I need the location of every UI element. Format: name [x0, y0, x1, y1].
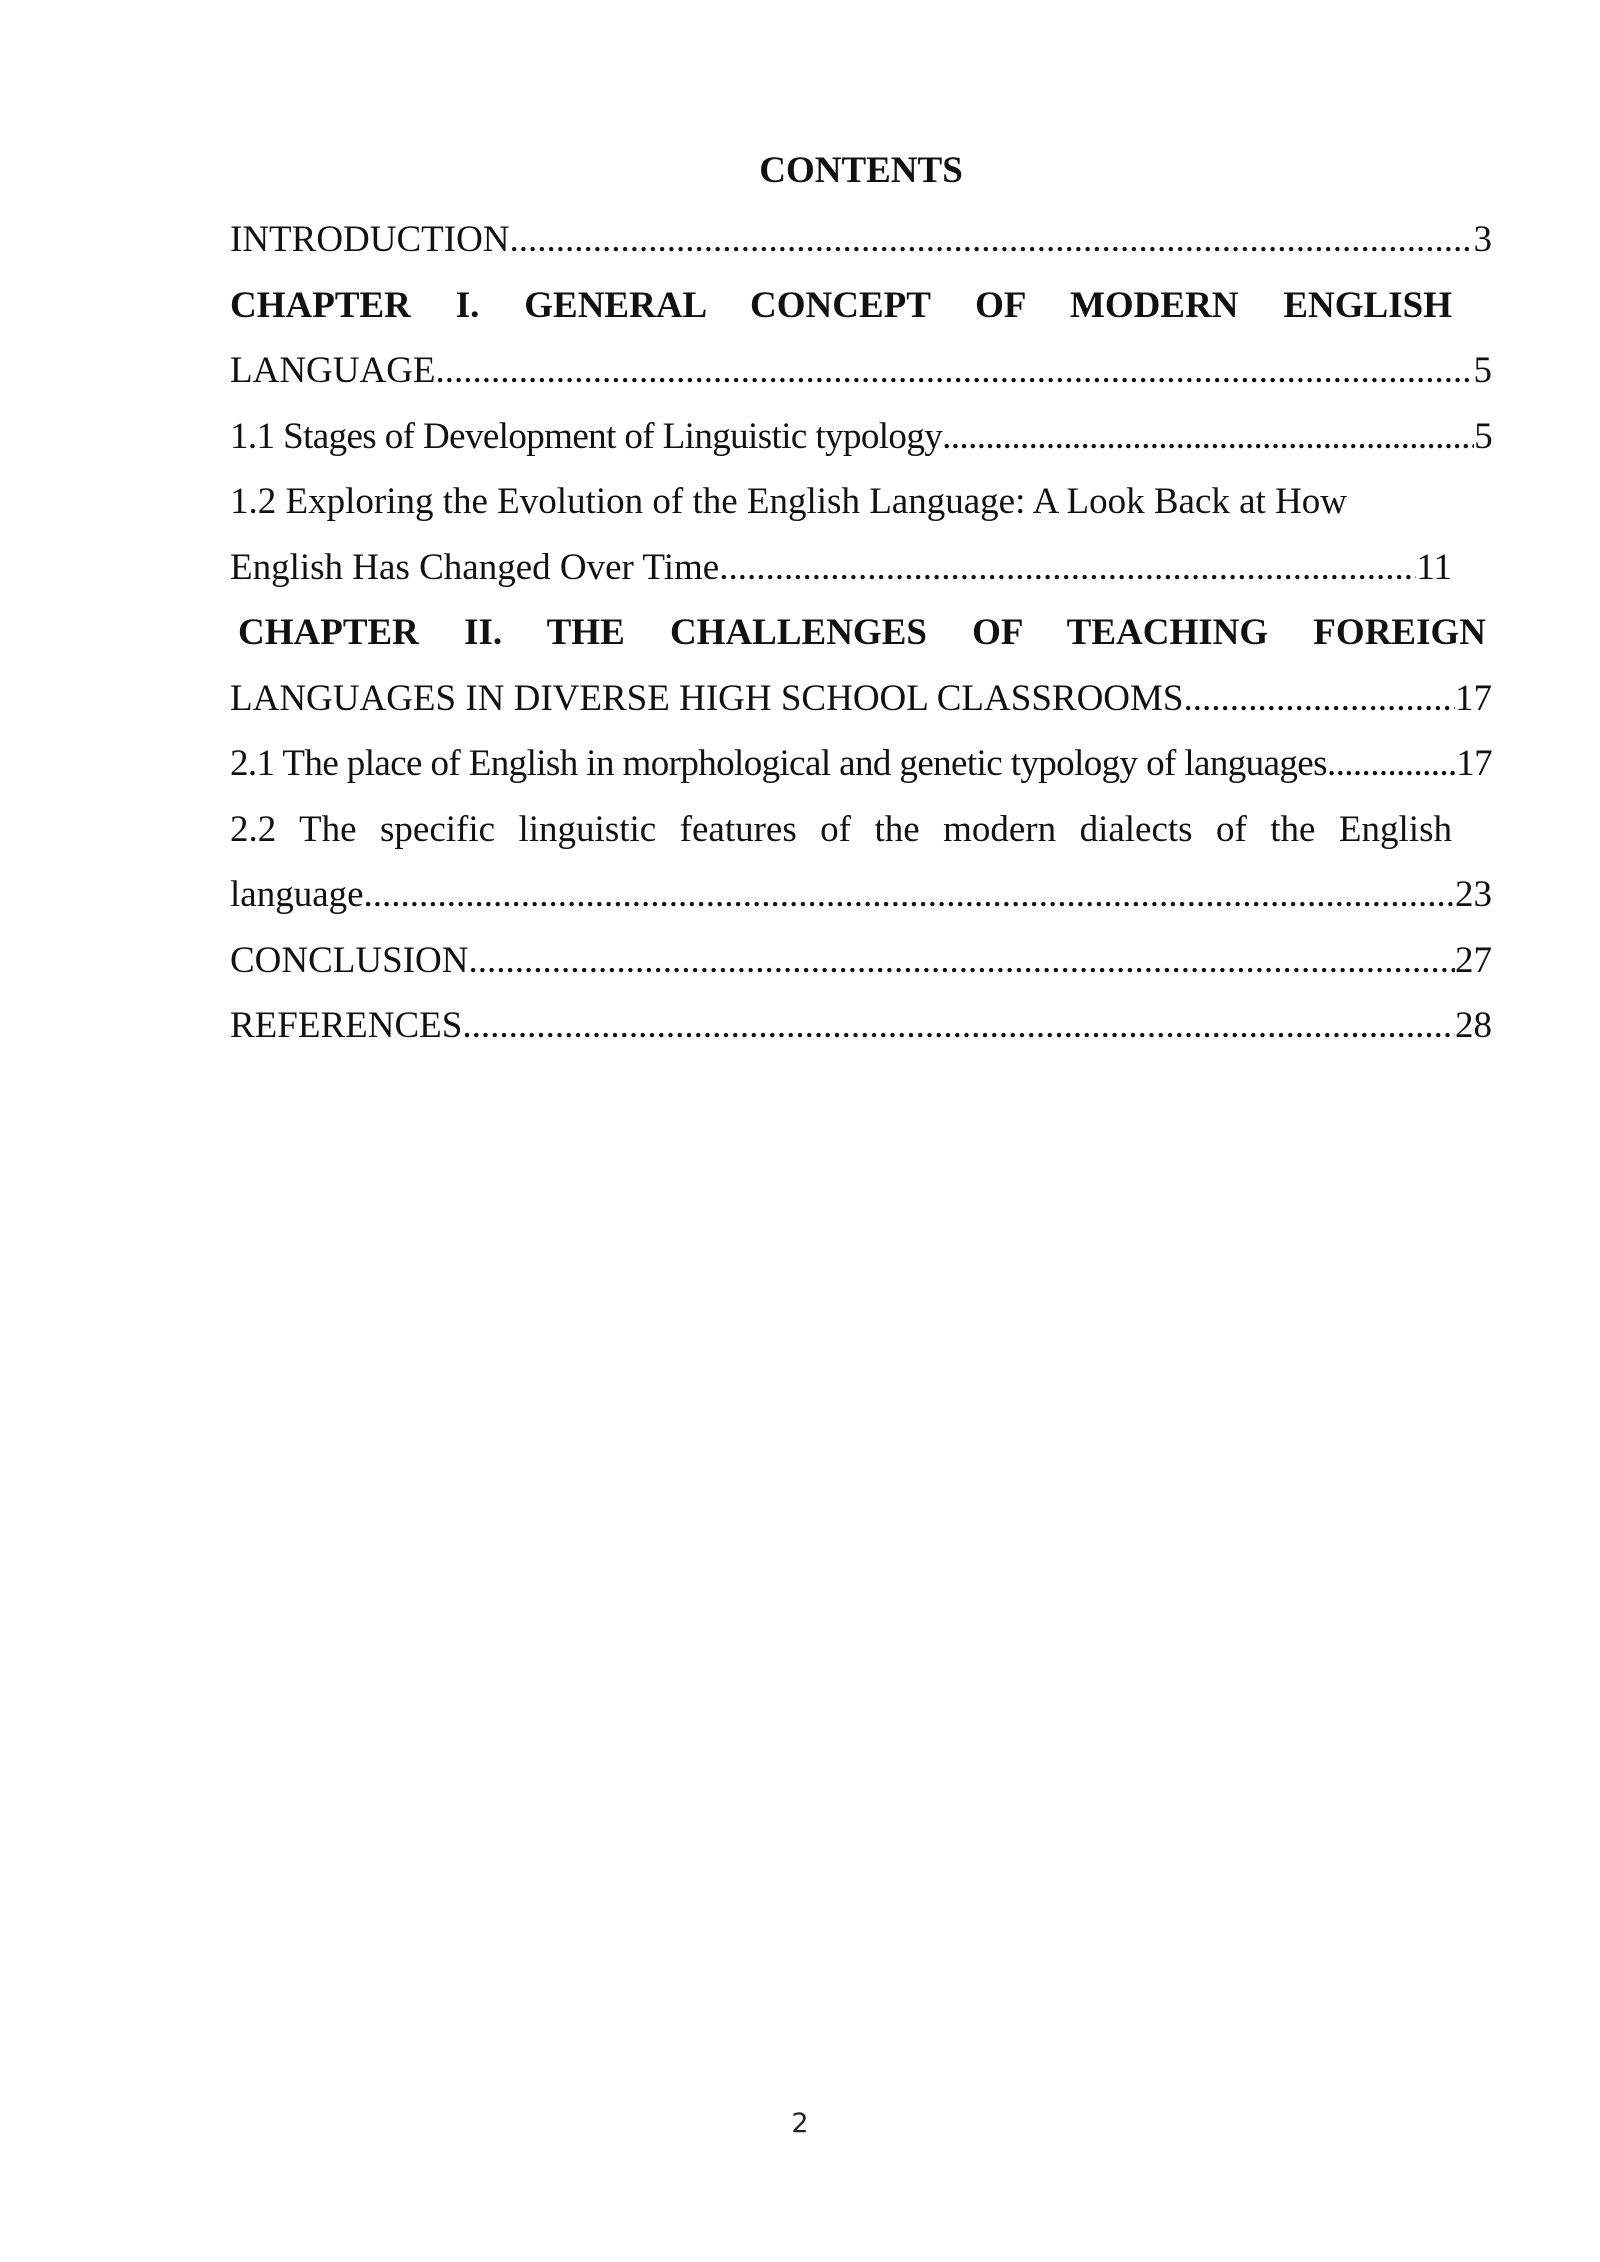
toc-entry-title: English Has Changed Over Time [230, 546, 720, 588]
toc-entry-chapter1-line1[interactable]: CHAPTER I. GENERAL CONCEPT OF MODERN ENGLISH [230, 284, 1452, 326]
toc-entry-page: 28 [1455, 1005, 1492, 1046]
toc-entry-title: LANGUAGES IN DIVERSE HIGH SCHOOL CLASSROOMS [230, 677, 1184, 719]
toc-entry-page: 17 [1455, 677, 1492, 719]
toc-entry-introduction[interactable] [230, 207, 1492, 273]
dot-leader [364, 862, 1455, 928]
page-number: 2 [791, 2108, 809, 2139]
dot-leader [1184, 666, 1456, 732]
dot-leader [468, 928, 1455, 994]
dot-leader [1327, 731, 1456, 797]
toc-entry-chapter2-line2[interactable] [230, 666, 1492, 732]
toc-entry-title: 1.1 Stages of Development of Linguistic typology [230, 415, 943, 457]
dot-leader [719, 535, 1416, 601]
toc-entry-page: 27 [1455, 939, 1492, 981]
toc-entry-section2-2-line1[interactable]: 2.2 The specific linguistic features of the modern dialects of the English [230, 808, 1452, 850]
toc-entry-section2-1[interactable] [230, 731, 1492, 797]
toc-entry-page: 5 [1474, 415, 1492, 457]
toc-entry-references[interactable] [230, 993, 1492, 1059]
dot-leader [436, 338, 1474, 404]
toc-entry-page: 17 [1456, 743, 1492, 784]
toc-entry-conclusion[interactable] [230, 928, 1492, 994]
toc-entry-title: 2.1 The place of English in morphological and genetic typology of languages [230, 743, 1327, 784]
toc-entry-page: 5 [1473, 350, 1492, 391]
toc-entry-section1-2-line2[interactable] [230, 535, 1492, 601]
dot-leader [942, 404, 1474, 470]
toc-entry-section2-2-line2[interactable] [230, 862, 1492, 928]
toc-entry-title: INTRODUCTION [230, 219, 510, 260]
toc-entry-page: 3 [1473, 219, 1492, 260]
toc-entry-title: language [230, 874, 364, 915]
toc-entry-section1-1[interactable] [230, 404, 1492, 470]
toc-entry-page: 11 [1416, 546, 1452, 588]
dot-leader [510, 207, 1474, 273]
dot-leader [462, 993, 1455, 1059]
toc-entry-page: 23 [1455, 874, 1492, 915]
toc-entry-chapter1-line2[interactable] [230, 338, 1492, 404]
toc-entry-title: REFERENCES [230, 1005, 463, 1046]
toc-entry-chapter2-line1[interactable]: CHAPTER II. THE CHALLENGES OF TEACHING FOREIGN [238, 612, 1486, 653]
contents-heading: CONTENTS [759, 150, 963, 191]
table-of-contents [230, 207, 1492, 1059]
toc-entry-section1-2-line1[interactable]: 1.2 Exploring the Evolution of the English Language: A Look Back at How [230, 481, 1348, 522]
toc-entry-title: CONCLUSION [230, 939, 469, 981]
toc-entry-title: LANGUAGE [230, 350, 436, 391]
